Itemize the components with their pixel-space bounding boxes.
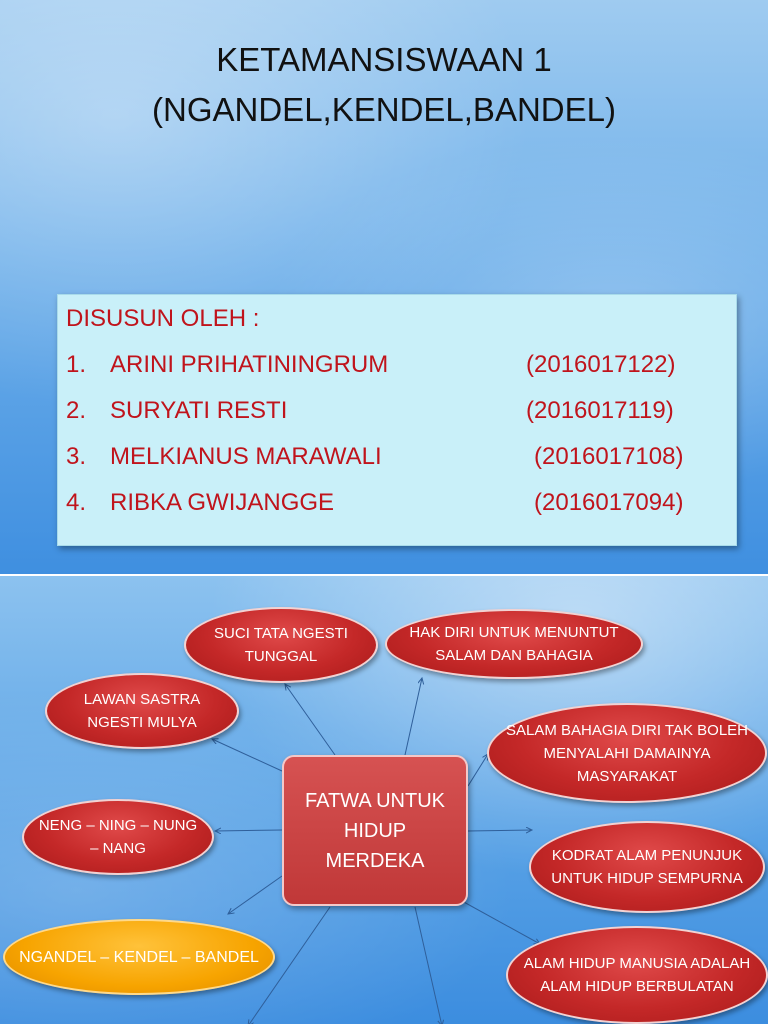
author-name: ARINI PRIHATININGRUM xyxy=(110,351,389,378)
connector-down-right xyxy=(415,907,442,1024)
connector-neng xyxy=(215,830,282,831)
slide-subtitle: (NGANDEL,KENDEL,BANDEL) xyxy=(152,91,616,128)
author-name: MELKIANUS MARAWALI xyxy=(110,443,382,470)
author-number: 1. xyxy=(66,351,87,378)
connector-salam xyxy=(468,754,488,786)
author-row xyxy=(66,348,726,382)
node-salam-bahagia: SALAM BAHAGIA DIRI TAK BOLEH MENYALAHI DAMAINYA MASYARAKAT xyxy=(487,703,767,803)
node-alam-hidup: ALAM HIDUP MANUSIA ADALAH ALAM HIDUP BERBULATAN xyxy=(506,926,768,1024)
author-nim: (2016017108) xyxy=(534,443,684,470)
connector-lawan xyxy=(212,739,282,771)
author-name: RIBKA GWIJANGGE xyxy=(110,489,335,516)
slide-title: KETAMANSISWAAN 1 xyxy=(216,41,552,78)
author-number: 4. xyxy=(66,489,87,516)
node-kodrat-alam: KODRAT ALAM PENUNJUK UNTUK HIDUP SEMPURNA xyxy=(529,821,765,913)
author-nim: (2016017094) xyxy=(534,489,684,516)
authors-header: DISUSUN OLEH : xyxy=(66,305,260,332)
author-row xyxy=(66,486,726,520)
author-number: 2. xyxy=(66,397,87,424)
node-suci-tata: SUCI TATA NGESTI TUNGGAL xyxy=(184,607,378,683)
node-hak-diri: HAK DIRI UNTUK MENUNTUT SALAM DAN BAHAGIA xyxy=(385,609,643,679)
author-nim: (2016017122) xyxy=(526,351,676,378)
node-ngandel-kendel: NGANDEL – KENDEL – BANDEL xyxy=(3,919,275,995)
connector-kodrat xyxy=(468,830,532,831)
connector-ngandel xyxy=(228,876,282,914)
center-node-fatwa: FATWA UNTUK HIDUP MERDEKA xyxy=(282,755,468,906)
author-name: SURYATI RESTI xyxy=(110,397,288,424)
node-neng-ning: NENG – NING – NUNG – NANG xyxy=(22,799,214,875)
connector-suci xyxy=(285,684,335,755)
authors-box xyxy=(57,294,737,546)
author-number: 3. xyxy=(66,443,87,470)
connector-hak xyxy=(405,678,422,755)
author-row xyxy=(66,394,726,428)
node-lawan-sastra: LAWAN SASTRA NGESTI MULYA xyxy=(45,673,239,749)
connector-alam xyxy=(462,901,540,944)
mindmap-slide xyxy=(0,576,768,1024)
author-row xyxy=(66,440,726,474)
author-nim: (2016017119) xyxy=(526,397,674,424)
